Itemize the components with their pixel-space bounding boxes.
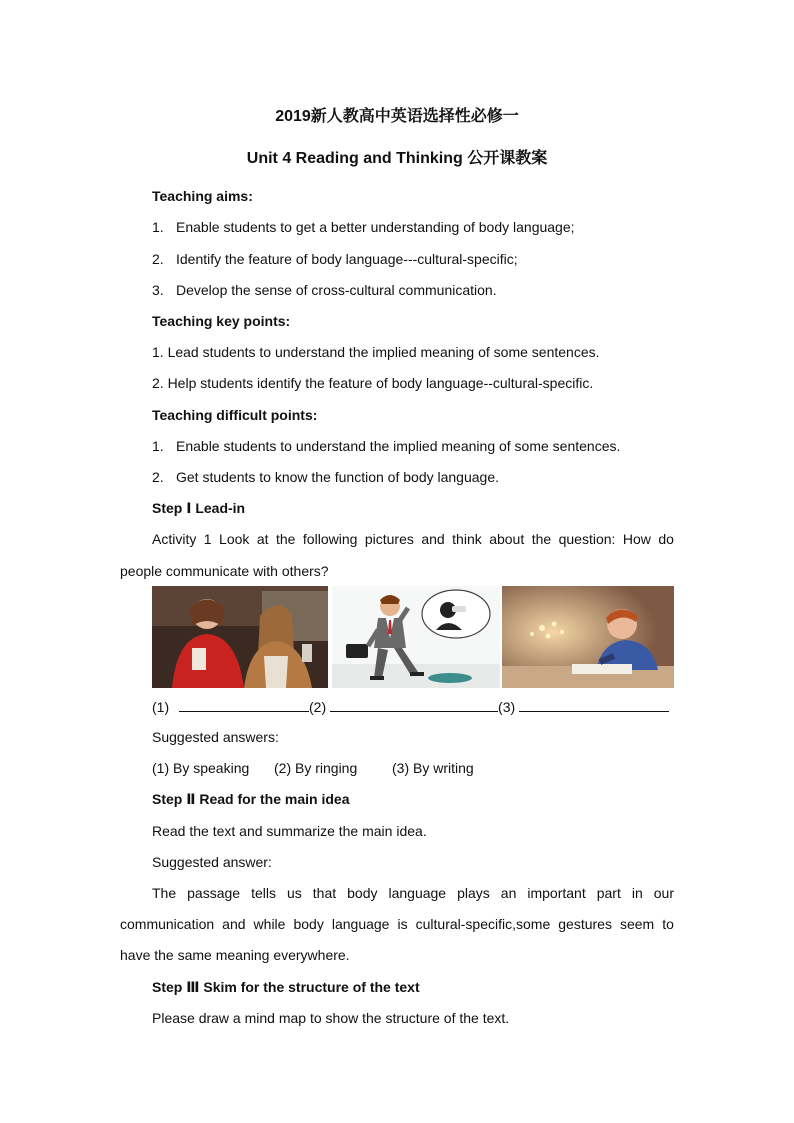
word: How — [622, 531, 651, 547]
step2-heading: Step Ⅱ Read for the main idea — [152, 791, 350, 807]
main-idea-line-3: have the same meaning everywhere. — [120, 947, 350, 963]
word: plays — [457, 885, 490, 901]
blank-1-label: (1) — [152, 699, 170, 715]
word: tells — [251, 885, 276, 901]
blank-2-label: (2) — [309, 699, 327, 715]
word: and — [222, 916, 246, 932]
step3-instruction: Please draw a mind map to show the structure of the text. — [152, 1010, 510, 1026]
word: is — [397, 916, 408, 932]
word: an — [500, 885, 517, 901]
picture-two-women-talking — [152, 586, 328, 688]
word: 1 — [203, 531, 212, 547]
difficult-2-text: Get students to know the function of body language. — [176, 469, 499, 485]
difficult-1-text: Enable students to understand the implied meaning of some sentences. — [176, 438, 621, 454]
document-subtitle: Unit 4 Reading and Thinking 公开课教案 — [246, 150, 548, 167]
suggested-answer-2: (2) By ringing — [274, 760, 358, 776]
difficult-points-heading: Teaching difficult points: — [152, 407, 318, 423]
aim-3-number: 3. — [152, 282, 164, 298]
word: body — [293, 916, 324, 932]
picture-man-on-phone — [332, 586, 500, 688]
aim-2-text: Identify the feature of body language---cultural-specific; — [176, 251, 518, 267]
aim-2-number: 2. — [152, 251, 164, 267]
blank-3[interactable] — [519, 697, 669, 712]
key-point-1: 1. Lead students to understand the implied meaning of some sentences. — [152, 344, 600, 360]
suggested-answer-1: (1) By speaking — [152, 760, 250, 776]
picture-boy-writing — [502, 586, 674, 688]
aim-3-text: Develop the sense of cross-cultural communication. — [176, 282, 497, 298]
word: do — [658, 531, 674, 547]
document-title: 2019新人教高中英语选择性必修一 — [275, 108, 519, 125]
blank-3-label: (3) — [498, 699, 516, 715]
word: and — [421, 531, 445, 547]
blank-1[interactable] — [179, 697, 309, 712]
main-idea-line-2 — [120, 915, 674, 933]
word: seem — [619, 916, 655, 932]
word: pictures — [364, 531, 414, 547]
key-points-heading: Teaching key points: — [152, 313, 291, 329]
main-idea-line-1 — [152, 884, 674, 902]
step3-heading: Step Ⅲ Skim for the structure of the text — [152, 979, 420, 995]
aim-1-text: Enable students to get a better understanding of body language; — [176, 219, 575, 235]
key-point-2: 2. Help students identify the feature of body language--cultural-specific. — [152, 375, 594, 391]
word: the — [276, 531, 296, 547]
word: think — [452, 531, 482, 547]
word: part — [596, 885, 621, 901]
word: to — [662, 916, 674, 932]
word: language — [331, 916, 390, 932]
word: about — [489, 531, 525, 547]
word: question: — [558, 531, 616, 547]
step2-instruction: Read the text and summarize the main idea. — [152, 823, 427, 839]
word: important — [527, 885, 586, 901]
word: The — [152, 885, 177, 901]
word: us — [286, 885, 302, 901]
word: at — [256, 531, 269, 547]
word: Activity — [152, 531, 197, 547]
step2-suggested-label: Suggested answer: — [152, 854, 272, 870]
word: our — [653, 885, 674, 901]
blank-2[interactable] — [330, 697, 498, 712]
word: following — [302, 531, 358, 547]
activity-line-2: people communicate with others? — [120, 563, 329, 579]
difficult-2-number: 2. — [152, 469, 164, 485]
word: in — [631, 885, 643, 901]
word: that — [312, 885, 337, 901]
word: Look — [219, 531, 250, 547]
aim-1-number: 1. — [152, 219, 164, 235]
activity-line-1 — [152, 530, 674, 548]
suggested-answer-3: (3) By writing — [392, 760, 474, 776]
word: passage — [187, 885, 241, 901]
word: the — [531, 531, 552, 547]
word: while — [253, 916, 286, 932]
word: gestures — [558, 916, 612, 932]
suggested-answers-label: Suggested answers: — [152, 729, 279, 745]
word: language — [388, 885, 447, 901]
answer-blanks-row — [152, 697, 669, 716]
word: communication — [120, 916, 215, 932]
difficult-1-number: 1. — [152, 438, 164, 454]
teaching-aims-heading: Teaching aims: — [152, 188, 253, 204]
word: body — [347, 885, 378, 901]
word: cultural-specific,some — [415, 916, 551, 932]
step1-heading: Step Ⅰ Lead-in — [152, 500, 246, 516]
